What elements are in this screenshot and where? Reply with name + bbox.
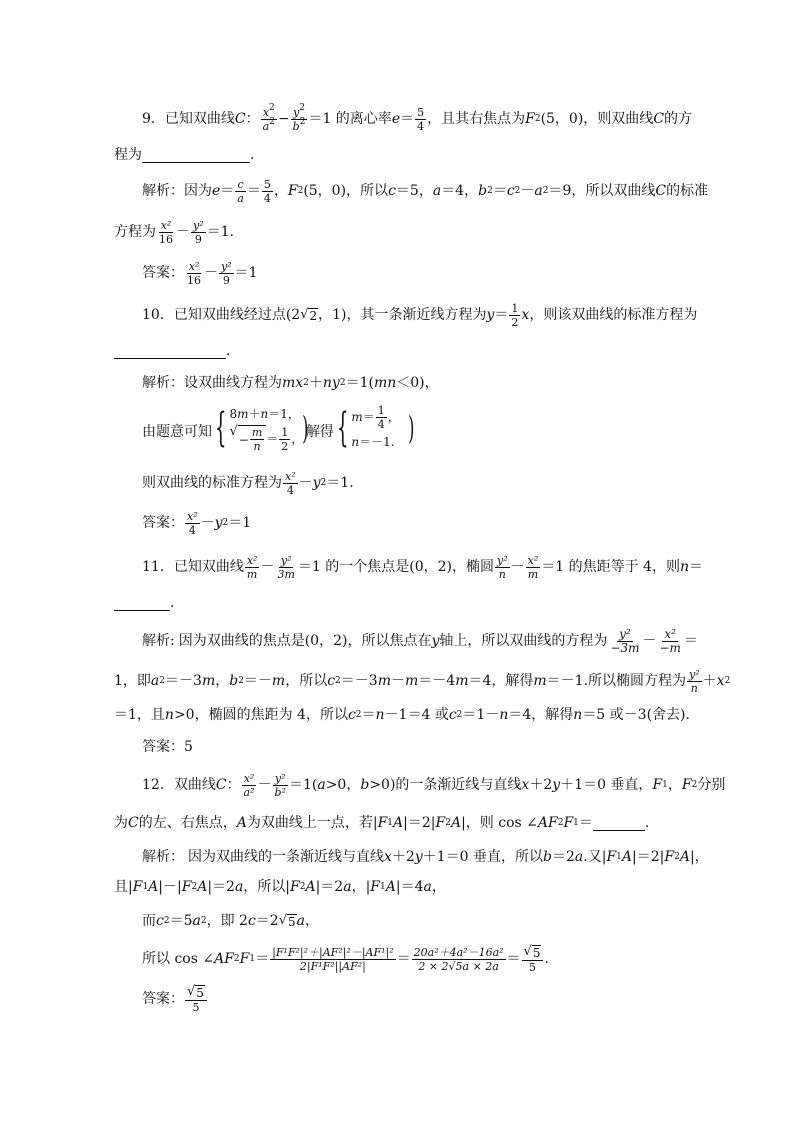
answer-blank[interactable] — [114, 344, 226, 359]
q11-analysis-line2: 1，即 a 2 ＝－3 m ， b 2 ＝－ m ，所以 c 2 ＝－3 m － m ＝－4 m ＝4，解得 m ＝－1.所以椭圆方程为 $\frac{\text{y²}}{n}$ ＋ x 2 — [114, 667, 731, 695]
q10-analysis-system: 由题意可知 { 8 m ＋ n ＝1， √ − $\frac{m}{n}$ ＝ $\frac{1}{2}$ ， ) 解得 { m ＝ $\frac{1}{4}$ ， n ＝－1. ) — [142, 403, 415, 453]
q11-analysis-line1: 解析: 因为双曲线的焦点是(0，2)，所以焦点在 y 轴上，所以双曲线的方程为 $\frac{\text{y²}}{-3m}$ － $\frac{\text{x²}}{-m}$ ＝ — [142, 626, 698, 655]
q11-analysis-line3: ＝1，且 n >0，椭圆的焦距为 4，所以 c 2 ＝ n －1＝4 或 c 2 ＝1－ n ＝4，解得 n ＝5 或－3(舍去). — [114, 707, 690, 723]
q11-stem-line2: ． — [114, 592, 184, 614]
answer-blank[interactable] — [114, 596, 170, 611]
q11-stem-line1: 11．已知双曲线 $\frac{\text{x²}}{m}$ － $\frac{\text{y²}}{3m}$ ＝1 的一个焦点是(0，2)，椭圆 $\frac{\text{y²}}{n}$ － $\frac{\text{x²}}{m}$ ＝1 的焦距等于 4，则 n ＝ — [142, 553, 703, 581]
answer-blank[interactable] — [142, 148, 250, 163]
q12-analysis-line3: 而 c 2 ＝5 a 2 ，即 2 c ＝2 √ 5 a ， — [142, 912, 320, 929]
q12-stem-line2: 为 C 的左、右焦点， A 为双曲线上一点，若| F 1 A |＝2| F 2 A |，则 cos ∠ AF 2 F 1 ＝ ． — [114, 815, 659, 831]
q9-analysis-line1: 解析： 因为 e ＝ $\frac{c}{a}$ ＝ $\frac{5}{4}$ ， F 2 (5，0)，所以 c ＝5， a ＝4， b 2 ＝ c 2 － a 2 ＝9，所以双曲线 C 的标准 — [142, 177, 709, 205]
q12-analysis-line4: 所以 cos ∠ AF 2 F 1 ＝ $\frac{\text{|F¹F²|²＋|AF²|²－|AF¹|²}}{\text{2|F¹F²||AF²|}}$ ＝ $\frac{\text{20a²＋4a²－16a²}}{2 \times 2√5a \times 2a}$ ＝ √ 5 5 . — [142, 943, 549, 974]
q9-analysis-line2: 方程为 $\frac{\text{x²}}{16}$ － $\frac{\text{y²}}{9}$ ＝1. — [114, 218, 234, 246]
q12-answer: 答案： √ 5 5 — [142, 984, 208, 1014]
q10-analysis-line1: 解析： 设双曲线方程为 mx 2 ＋ ny 2 ＝1( mn ＜0)， — [142, 375, 439, 391]
q11-answer: 答案： 5 — [142, 739, 193, 755]
q10-stem-line1: 10．已知双曲线经过点(2 √ 2 ，1)，其一条渐近线方程为 y ＝ $\frac{1}{2}$ x ，则该双曲线的标准方程为 — [142, 301, 698, 329]
q10-stem-line2: ． — [114, 340, 240, 362]
q10-answer: 答案： $\frac{\text{x²}}{4}$ － y 2 ＝1 — [142, 509, 252, 537]
q9-answer: 答案： $\frac{\text{x²}}{16}$ － $\frac{\text{y²}}{9}$ ＝1 — [142, 259, 258, 287]
q12-analysis-line1: 解析： 因为双曲线的一条渐近线与直线 x ＋2 y ＋1＝0 垂直，所以 b ＝2 a .又| F 1 A |＝2| F 2 A |， — [142, 849, 709, 865]
q12-analysis-line2: 且| F 1 A |－| F 2 A |＝2 a ，所以| F 2 A |＝2 a ，| F 1 A |＝4 a ， — [114, 879, 446, 895]
q9-stem-line2: 程为 ． — [114, 147, 264, 163]
q9-stem-line1: 9．已知双曲线 C ： $\frac{x^2}{a^2}$ − $\frac{y^2}{b^2}$ ＝1 的离心率 e ＝ $\frac{5}{4}$ ，且其右焦点为 F 2 (5，0)，则双曲线 C 的方 — [142, 102, 693, 133]
q10-analysis-line3: 则双曲线的标准方程为 $\frac{\text{x²}}{4}$ － y 2 ＝1. — [142, 469, 354, 497]
answer-blank[interactable] — [593, 816, 645, 831]
q12-stem-line1: 12．双曲线 C ： $\frac{\text{x²}}{\text{a²}}$ － $\frac{\text{y²}}{\text{b²}}$ ＝1( a >0， b >0)的一条渐近线与直线 x ＋2 y ＋1＝0 垂直， F 1 ， F 2 分别 — [142, 771, 726, 799]
